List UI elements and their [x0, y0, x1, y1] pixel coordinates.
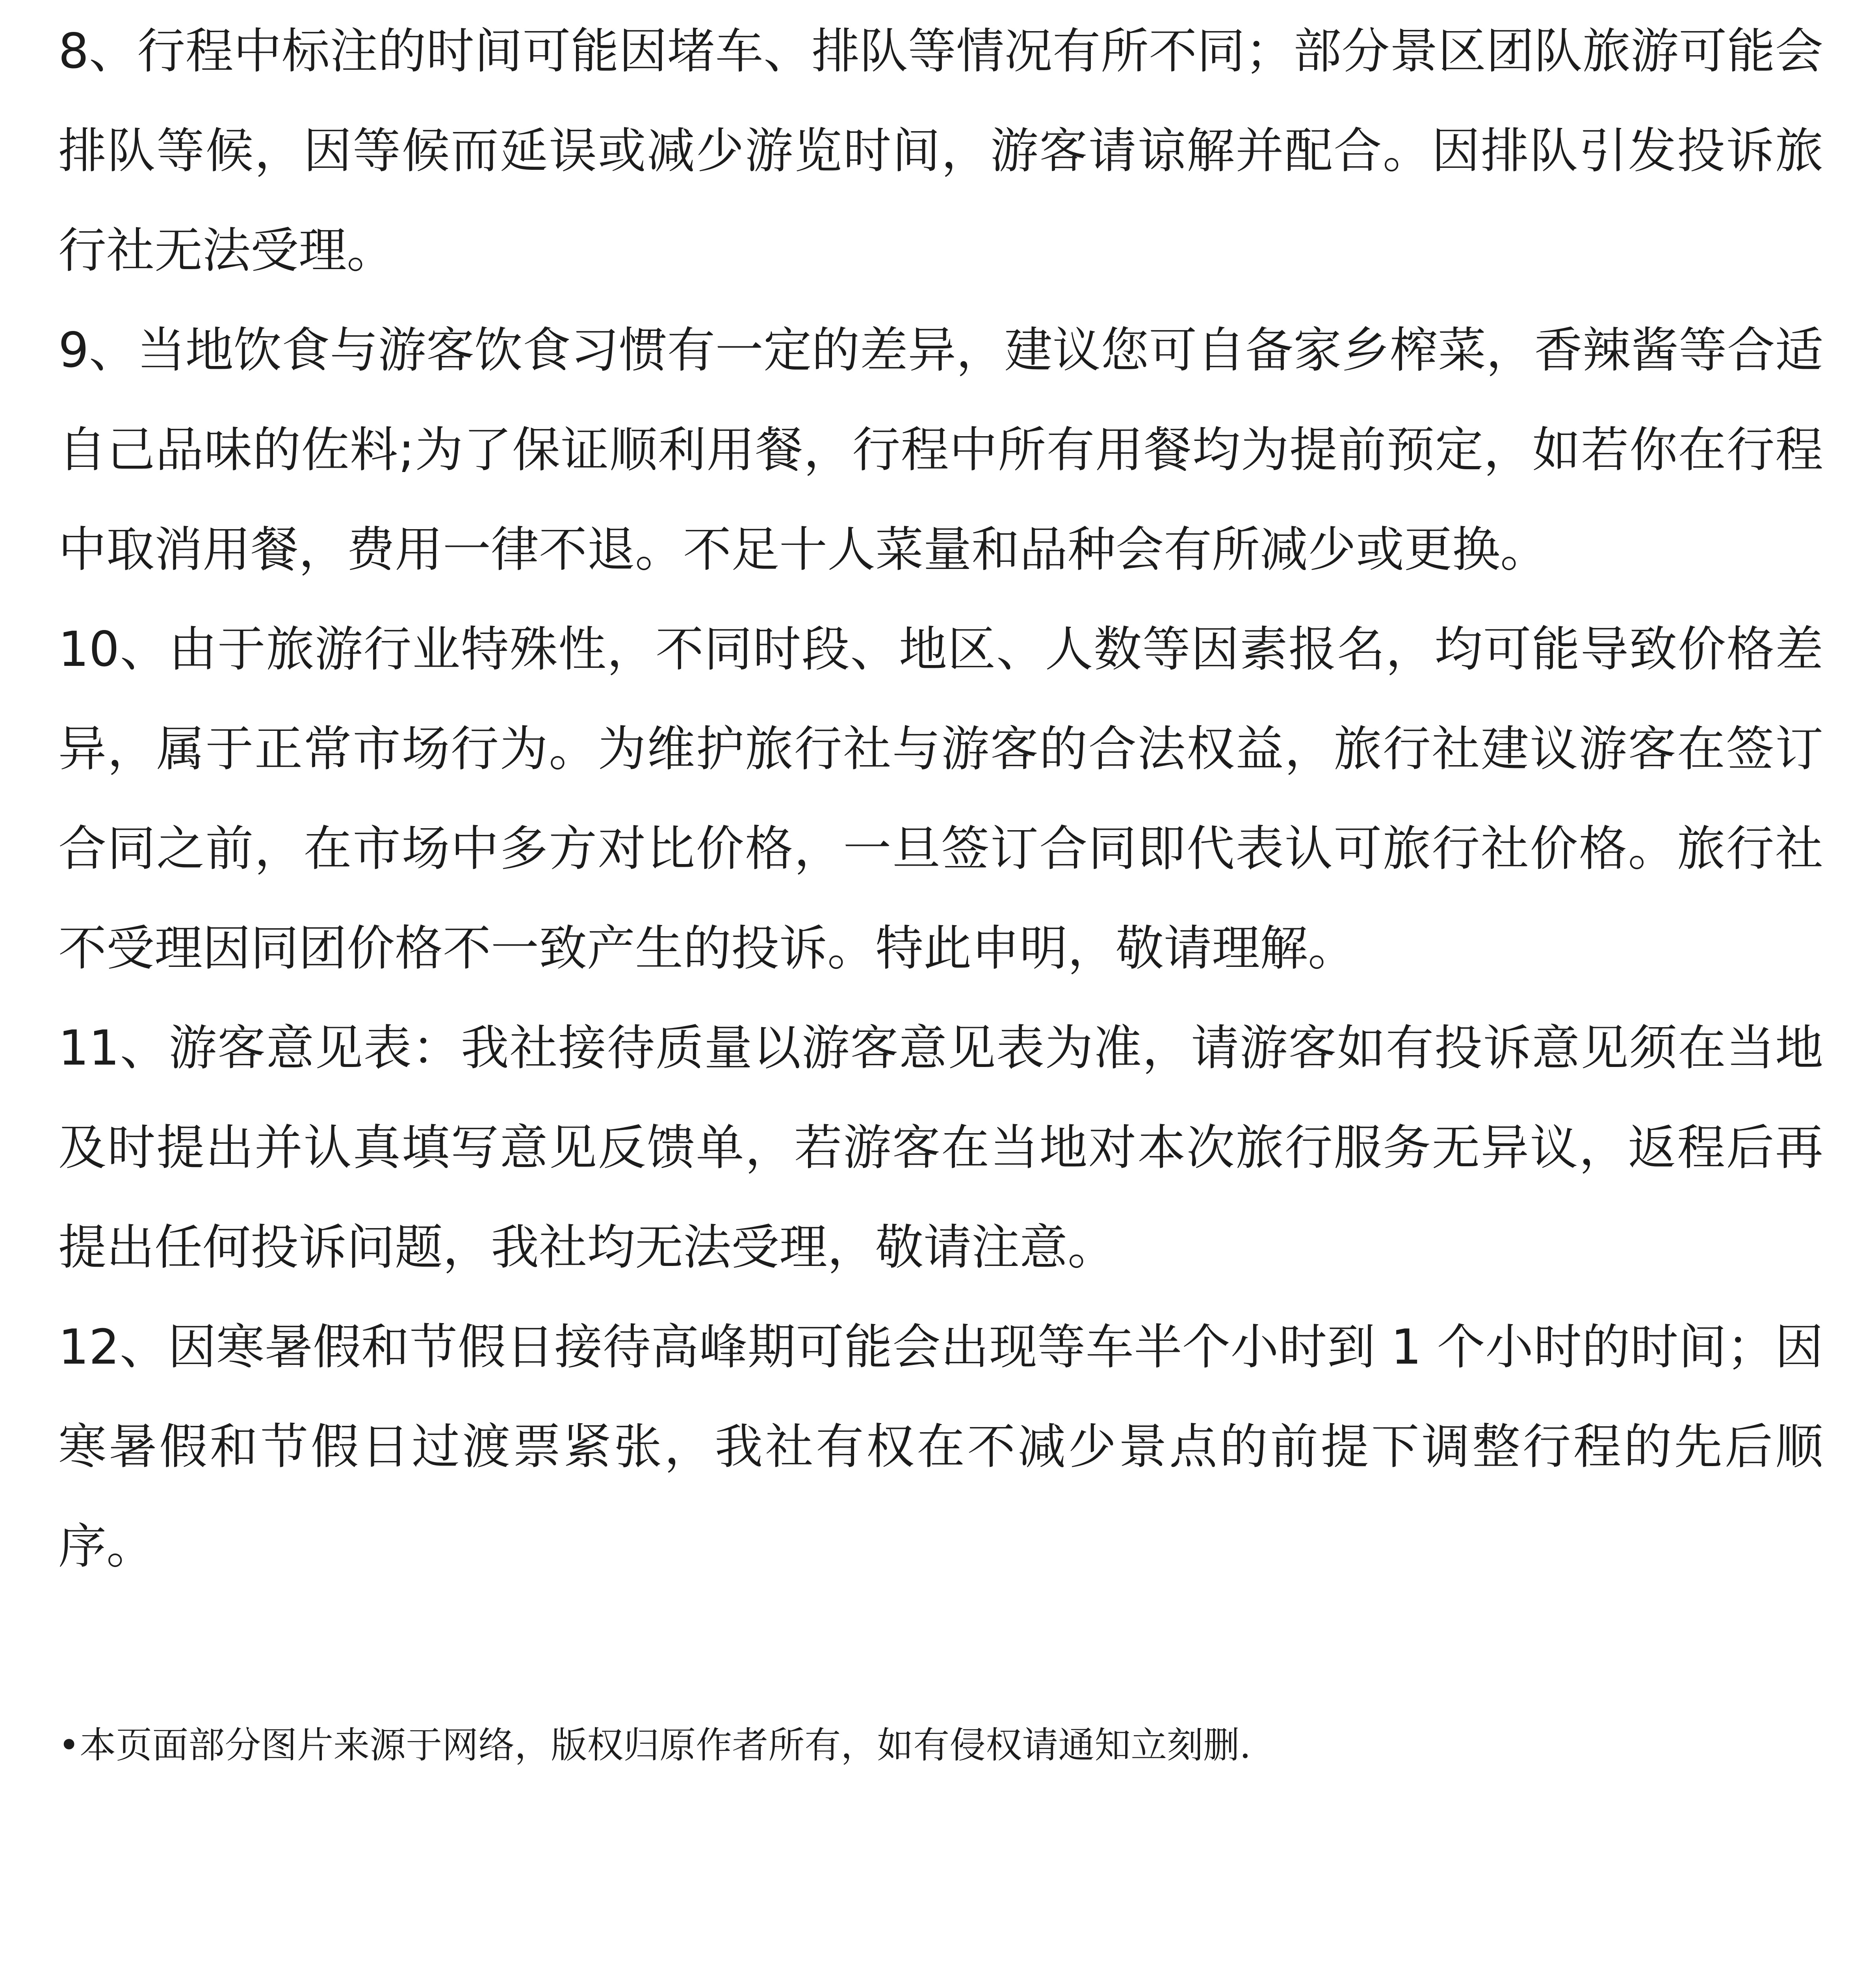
note-item-8: 8、行程中标注的时间可能因堵车、排队等情况有所不同；部分景区团队旅游可能会排队等候，因等候而延误或减少游览时间，游客请谅解并配合。因排队引发投诉旅行社无法受理。 — [58, 23, 1823, 279]
copyright-footnote: •本页面部分图片来源于网络，版权归原作者所有，如有侵权请通知立刻删. — [58, 1724, 1251, 1766]
notes-section — [58, 0, 1823, 1596]
note-item-12: 12、因寒暑假和节假日接待高峰期可能会出现等车半个小时到 1 个小时的时间；因寒暑假和节假日过渡票紧张，我社有权在不减少景点的前提下调整行程的先后顺序。 — [58, 1319, 1823, 1574]
note-item-9: 9、当地饮食与游客饮食习惯有一定的差异，建议您可自备家乡榨菜，香辣酱等合适自己品味的佐料;为了保证顺利用餐，行程中所有用餐均为提前预定，如若你在行程中取消用餐，费用一律不退。不足十人菜量和品种会有所减少或更换。 — [58, 322, 1823, 578]
note-item-10: 10、由于旅游行业特殊性，不同时段、地区、人数等因素报名，均可能导致价格差异，属于正常市场行为。为维护旅行社与游客的合法权益，旅行社建议游客在签订合同之前，在市场中多方对比价格，一旦签订合同即代表认可旅行社价格。旅行社不受理因同团价格不一致产生的投诉。特此申明，敬请理解。 — [58, 621, 1823, 976]
note-item-11: 11、游客意见表：我社接待质量以游客意见表为准，请游客如有投诉意见须在当地及时提出并认真填写意见反馈单，若游客在当地对本次旅行服务无异议，返程后再提出任何投诉问题，我社均无法受理，敬请注意。 — [58, 1020, 1823, 1275]
